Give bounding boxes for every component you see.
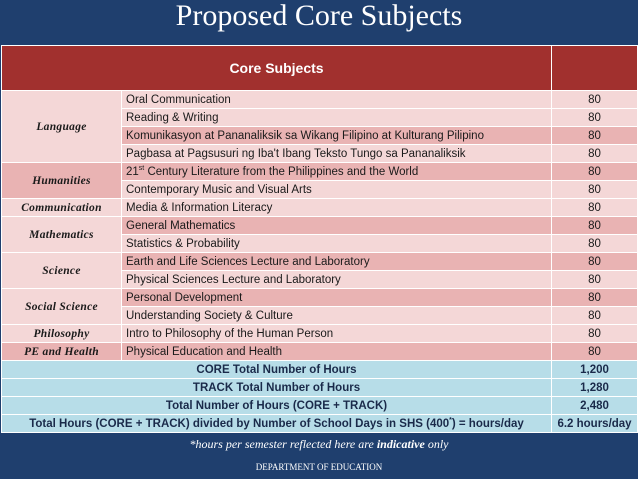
- subject-cell: Pagbasa at Pagsusuri ng Iba't Ibang Teksto Tungo sa Pananaliksik: [122, 145, 552, 163]
- hours-cell: 80: [552, 217, 638, 235]
- subject-cell: Statistics & Probability: [122, 235, 552, 253]
- table-row: [2, 289, 638, 307]
- footnote-emphasis: indicative: [376, 437, 425, 451]
- subject-cell: Personal Development: [122, 289, 552, 307]
- category-communication: Communication: [2, 199, 122, 217]
- hours-cell: 80: [552, 307, 638, 325]
- hours-cell: 80: [552, 253, 638, 271]
- table-row: [2, 253, 638, 271]
- total-label-sup: *: [449, 417, 452, 425]
- core-subjects-table: [1, 45, 638, 433]
- category-philosophy: Philosophy: [2, 325, 122, 343]
- table-row: [2, 91, 638, 109]
- table-header: Core Subjects: [2, 46, 552, 91]
- footnote: [0, 437, 638, 452]
- hours-cell: 80: [552, 289, 638, 307]
- total-row: [2, 361, 638, 379]
- table-row: [2, 325, 638, 343]
- subject-cell: Contemporary Music and Visual Arts: [122, 181, 552, 199]
- subject-cell: Physical Sciences Lecture and Laboratory: [122, 271, 552, 289]
- total-label: TRACK Total Number of Hours: [2, 379, 552, 397]
- subject-cell: Physical Education and Health: [122, 343, 552, 361]
- subject-cell: Reading & Writing: [122, 109, 552, 127]
- footer-department: DEPARTMENT OF EDUCATION: [255, 462, 383, 472]
- table-header-hours: [552, 46, 638, 91]
- total-label: [2, 415, 552, 433]
- category-humanities: Humanities: [2, 163, 122, 199]
- category-language: Language: [2, 91, 122, 163]
- total-value: 6.2 hours/day: [552, 415, 638, 433]
- total-value: 1,200: [552, 361, 638, 379]
- total-label-pre: Total Hours (CORE + TRACK) divided by Number of School Days in SHS (400: [29, 417, 450, 430]
- category-social-science: Social Science: [2, 289, 122, 325]
- subject-cell: Media & Information Literacy: [122, 199, 552, 217]
- subject-cell: Intro to Philosophy of the Human Person: [122, 325, 552, 343]
- hours-cell: 80: [552, 181, 638, 199]
- total-value: 1,280: [552, 379, 638, 397]
- total-value: 2,480: [552, 397, 638, 415]
- total-row: [2, 415, 638, 433]
- footnote-post: only: [424, 437, 449, 451]
- hours-cell: 80: [552, 163, 638, 181]
- total-label-post: ) = hours/day: [451, 417, 524, 430]
- table-row: [2, 199, 638, 217]
- hours-cell: 80: [552, 199, 638, 217]
- hours-cell: 80: [552, 271, 638, 289]
- category-pe-health: PE and Health: [2, 343, 122, 361]
- category-science: Science: [2, 253, 122, 289]
- subject-cell: Oral Communication: [122, 91, 552, 109]
- total-row: [2, 379, 638, 397]
- subject-cell: Earth and Life Sciences Lecture and Laboratory: [122, 253, 552, 271]
- table-row: [2, 217, 638, 235]
- subject-text: Century Literature from the Philippines and the World: [144, 165, 419, 178]
- hours-cell: 80: [552, 145, 638, 163]
- total-row: [2, 397, 638, 415]
- subject-cell: Komunikasyon at Pananaliksik sa Wikang Filipino at Kulturang Pilipino: [122, 127, 552, 145]
- subject-sup: st: [138, 165, 145, 173]
- total-label: CORE Total Number of Hours: [2, 361, 552, 379]
- table-row: [2, 163, 638, 181]
- table-header-row: [2, 46, 638, 91]
- hours-cell: 80: [552, 325, 638, 343]
- total-label: Total Number of Hours (CORE + TRACK): [2, 397, 552, 415]
- subject-prefix: 21: [126, 165, 139, 178]
- table-row: [2, 343, 638, 361]
- subject-cell: [122, 163, 552, 181]
- subject-cell: Understanding Society & Culture: [122, 307, 552, 325]
- hours-cell: 80: [552, 91, 638, 109]
- page-title: Proposed Core Subjects: [175, 0, 463, 32]
- hours-cell: 80: [552, 109, 638, 127]
- hours-cell: 80: [552, 127, 638, 145]
- hours-cell: 80: [552, 235, 638, 253]
- category-mathematics: Mathematics: [2, 217, 122, 253]
- subject-cell: General Mathematics: [122, 217, 552, 235]
- footnote-pre: *hours per semester reflected here are: [189, 437, 377, 451]
- hours-cell: 80: [552, 343, 638, 361]
